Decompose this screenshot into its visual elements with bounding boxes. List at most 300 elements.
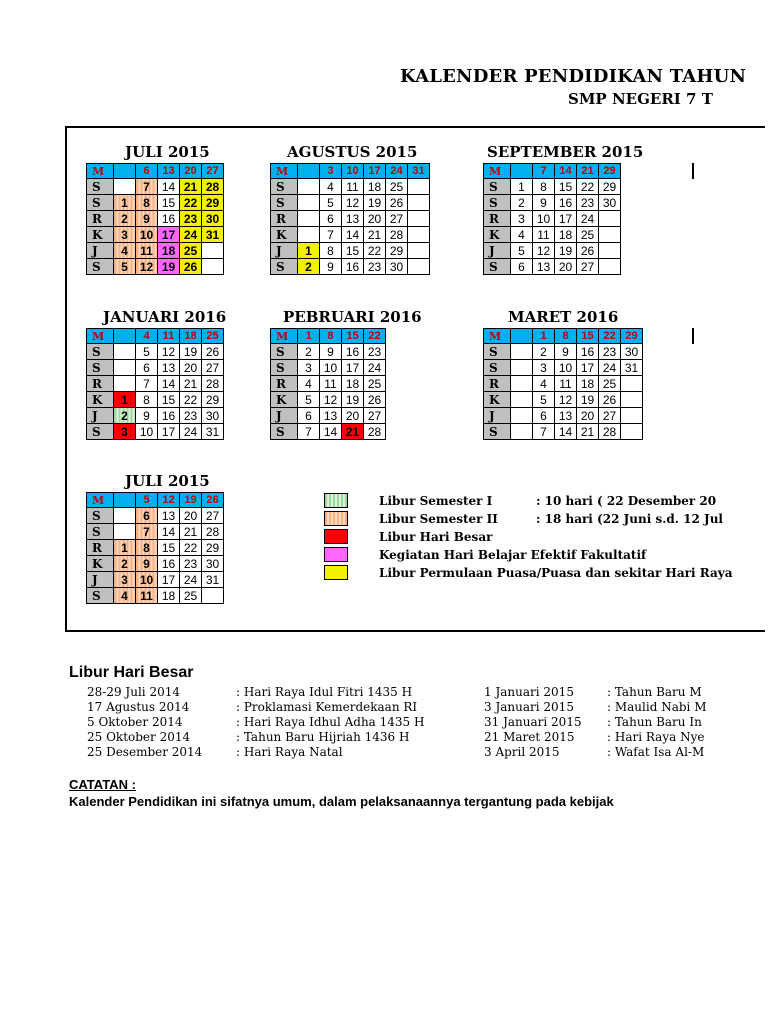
holiday-name: : Tahun Baru In	[607, 715, 702, 729]
month-calendar-juli-2015	[86, 163, 224, 275]
date-cell: 11	[555, 376, 577, 392]
date-cell: 7	[320, 227, 342, 243]
holiday-date: 25 Desember 2014	[87, 745, 203, 759]
weekday-label: K	[271, 392, 298, 408]
date-cell: 2	[511, 195, 533, 211]
date-cell	[408, 259, 430, 275]
date-cell	[621, 424, 643, 440]
date-cell: 29	[202, 540, 224, 556]
date-cell: 9	[555, 344, 577, 360]
date-cell: 30	[621, 344, 643, 360]
date-cell: 25	[180, 243, 202, 259]
date-cell: 29	[599, 164, 621, 179]
weekday-header-row	[87, 493, 224, 508]
date-cell: 5	[320, 195, 342, 211]
legend-swatch-puasa	[324, 565, 348, 580]
notes-title: CATATAN :	[69, 777, 136, 792]
date-cell: 9	[136, 211, 158, 227]
date-cell: 17	[577, 360, 599, 376]
date-cell: 6	[136, 508, 158, 524]
date-cell: 7	[136, 179, 158, 195]
date-cell	[511, 164, 533, 179]
date-cell: 12	[136, 259, 158, 275]
date-cell: 15	[555, 179, 577, 195]
date-cell: 1	[511, 179, 533, 195]
week-row	[87, 344, 224, 360]
week-row	[271, 243, 430, 259]
date-cell: 14	[555, 424, 577, 440]
weekday-label: J	[271, 408, 298, 424]
weekday-label: K	[87, 227, 114, 243]
date-cell: 13	[320, 408, 342, 424]
date-cell: 26	[599, 392, 621, 408]
weekday-label: S	[87, 524, 114, 540]
date-cell: 24	[364, 360, 386, 376]
legend-swatch-hari-besar	[324, 529, 348, 544]
date-cell: 7	[533, 424, 555, 440]
date-cell	[511, 360, 533, 376]
date-cell: 3	[533, 360, 555, 376]
week-row	[87, 540, 224, 556]
date-cell: 24	[180, 424, 202, 440]
date-cell: 4	[533, 376, 555, 392]
date-cell: 24	[180, 227, 202, 243]
month-title: JULI 2015	[125, 143, 210, 161]
date-cell	[114, 524, 136, 540]
date-cell: 25	[386, 179, 408, 195]
date-cell: 19	[158, 259, 180, 275]
weekday-label: M	[271, 164, 298, 179]
weekday-header-row	[271, 329, 386, 344]
date-cell: 19	[577, 392, 599, 408]
date-cell	[599, 227, 621, 243]
legend-label: Libur Permulaan Puasa/Puasa dan sekitar Hari Raya	[379, 566, 733, 580]
holiday-date: 25 Oktober 2014	[87, 730, 191, 744]
week-row	[484, 360, 643, 376]
date-cell: 26	[180, 259, 202, 275]
date-cell: 25	[364, 376, 386, 392]
date-cell: 7	[533, 164, 555, 179]
date-cell	[114, 329, 136, 344]
date-cell: 9	[533, 195, 555, 211]
date-cell: 17	[158, 572, 180, 588]
date-cell: 12	[320, 392, 342, 408]
weekday-label: R	[271, 376, 298, 392]
week-row	[271, 211, 430, 227]
weekday-label: S	[87, 360, 114, 376]
holiday-name: : Tahun Baru Hijriah 1436 H	[236, 730, 410, 744]
weekday-label: M	[484, 329, 511, 344]
week-row	[87, 227, 224, 243]
date-cell: 27	[202, 508, 224, 524]
legend-value: : 18 hari (22 Juni s.d. 12 Jul	[536, 512, 723, 526]
week-row	[484, 179, 621, 195]
date-cell: 3	[320, 164, 342, 179]
week-row	[484, 344, 643, 360]
date-cell: 8	[533, 179, 555, 195]
date-cell: 25	[180, 588, 202, 604]
week-row	[484, 227, 621, 243]
date-cell: 20	[555, 259, 577, 275]
month-calendar-juli-2015-b	[86, 492, 224, 604]
date-cell: 6	[533, 408, 555, 424]
date-cell: 24	[180, 572, 202, 588]
weekday-label: S	[271, 424, 298, 440]
date-cell: 15	[158, 540, 180, 556]
date-cell	[298, 211, 320, 227]
weekday-label: R	[87, 376, 114, 392]
week-row	[87, 259, 224, 275]
date-cell	[599, 259, 621, 275]
weekday-label: S	[484, 259, 511, 275]
weekday-label: R	[271, 211, 298, 227]
date-cell: 8	[136, 540, 158, 556]
holiday-date: 17 Agustus 2014	[87, 700, 190, 714]
date-cell: 31	[408, 164, 430, 179]
date-cell: 10	[136, 424, 158, 440]
date-cell: 30	[599, 195, 621, 211]
date-cell: 27	[386, 211, 408, 227]
weekday-label: R	[87, 540, 114, 556]
week-row	[484, 376, 643, 392]
weekday-label: S	[484, 360, 511, 376]
date-cell: 26	[386, 195, 408, 211]
date-cell: 31	[202, 424, 224, 440]
date-cell: 19	[364, 195, 386, 211]
week-row	[271, 392, 386, 408]
date-cell: 8	[320, 243, 342, 259]
date-cell: 5	[114, 259, 136, 275]
date-cell: 16	[158, 408, 180, 424]
page-subtitle: SMP NEGERI 7 T	[568, 90, 713, 108]
week-row	[271, 227, 430, 243]
date-cell: 3	[114, 424, 136, 440]
weekday-label: R	[87, 211, 114, 227]
date-cell	[511, 376, 533, 392]
date-cell: 9	[320, 344, 342, 360]
date-cell: 4	[114, 243, 136, 259]
date-cell: 22	[180, 540, 202, 556]
date-cell	[621, 392, 643, 408]
date-cell: 23	[180, 556, 202, 572]
weekday-label: J	[87, 408, 114, 424]
holiday-date: 28-29 Juli 2014	[87, 685, 180, 699]
date-cell	[114, 493, 136, 508]
week-row	[87, 243, 224, 259]
date-cell: 24	[599, 360, 621, 376]
holiday-date: 5 Oktober 2014	[87, 715, 183, 729]
date-cell	[408, 195, 430, 211]
date-cell: 12	[533, 243, 555, 259]
weekday-label: S	[87, 344, 114, 360]
date-cell: 7	[136, 524, 158, 540]
weekday-label: S	[87, 424, 114, 440]
week-row	[271, 376, 386, 392]
date-cell: 28	[202, 179, 224, 195]
month-calendar-agustus-2015	[270, 163, 430, 275]
date-cell: 20	[577, 408, 599, 424]
date-cell: 18	[364, 179, 386, 195]
date-cell	[408, 243, 430, 259]
date-cell: 16	[158, 556, 180, 572]
date-cell: 15	[158, 392, 180, 408]
date-cell: 22	[180, 195, 202, 211]
date-cell: 4	[114, 588, 136, 604]
date-cell: 30	[202, 211, 224, 227]
week-row	[271, 408, 386, 424]
date-cell: 21	[180, 376, 202, 392]
date-cell: 10	[533, 211, 555, 227]
week-row	[87, 508, 224, 524]
week-row	[271, 424, 386, 440]
week-row	[484, 259, 621, 275]
date-cell: 24	[386, 164, 408, 179]
weekday-header-row	[271, 164, 430, 179]
weekday-label: K	[87, 392, 114, 408]
date-cell: 17	[158, 227, 180, 243]
date-cell: 29	[386, 243, 408, 259]
holiday-name: : Wafat Isa Al-M	[607, 745, 705, 759]
date-cell: 2	[114, 408, 136, 424]
date-cell: 17	[555, 211, 577, 227]
date-cell: 8	[136, 195, 158, 211]
date-cell: 16	[342, 344, 364, 360]
date-cell: 28	[364, 424, 386, 440]
date-cell	[114, 344, 136, 360]
date-cell	[298, 195, 320, 211]
holiday-name: : Maulid Nabi M	[607, 700, 707, 714]
date-cell	[408, 227, 430, 243]
date-cell: 11	[533, 227, 555, 243]
date-cell: 18	[577, 376, 599, 392]
date-cell: 9	[136, 408, 158, 424]
legend-label: Libur Semester II	[379, 512, 498, 526]
date-cell	[202, 259, 224, 275]
date-cell: 27	[364, 408, 386, 424]
month-title: JANUARI 2016	[103, 308, 227, 326]
date-cell: 23	[180, 211, 202, 227]
week-row	[87, 211, 224, 227]
date-cell: 24	[577, 211, 599, 227]
date-cell: 12	[555, 392, 577, 408]
date-cell: 30	[202, 556, 224, 572]
date-cell: 13	[342, 211, 364, 227]
week-row	[87, 360, 224, 376]
date-cell	[202, 588, 224, 604]
date-cell: 18	[158, 243, 180, 259]
date-cell: 11	[136, 243, 158, 259]
date-cell: 29	[202, 195, 224, 211]
legend-label: Libur Semester I	[379, 494, 493, 508]
date-cell	[114, 508, 136, 524]
date-cell	[298, 179, 320, 195]
weekday-label: J	[87, 572, 114, 588]
date-cell: 3	[298, 360, 320, 376]
date-cell: 8	[555, 329, 577, 344]
holiday-name: : Tahun Baru M	[607, 685, 702, 699]
date-cell: 26	[202, 493, 224, 508]
date-cell: 13	[555, 408, 577, 424]
date-cell: 25	[202, 329, 224, 344]
date-cell: 9	[136, 556, 158, 572]
date-cell: 5	[533, 392, 555, 408]
date-cell: 6	[298, 408, 320, 424]
date-cell	[408, 179, 430, 195]
date-cell: 26	[577, 243, 599, 259]
week-row	[87, 572, 224, 588]
holidays-title: Libur Hari Besar	[69, 664, 194, 681]
date-cell: 4	[320, 179, 342, 195]
date-cell: 2	[298, 344, 320, 360]
month-title: AGUSTUS 2015	[287, 143, 418, 161]
date-cell: 22	[577, 179, 599, 195]
date-cell: 25	[577, 227, 599, 243]
date-cell: 1	[533, 329, 555, 344]
date-cell: 19	[555, 243, 577, 259]
date-cell: 27	[577, 259, 599, 275]
date-cell: 28	[202, 524, 224, 540]
date-cell: 2	[114, 556, 136, 572]
date-cell: 14	[158, 179, 180, 195]
legend-swatch-semester-2	[324, 511, 348, 526]
date-cell: 16	[342, 259, 364, 275]
date-cell	[511, 344, 533, 360]
date-cell: 29	[599, 179, 621, 195]
week-row	[484, 392, 643, 408]
date-cell: 19	[342, 392, 364, 408]
weekday-label: S	[87, 588, 114, 604]
week-row	[87, 392, 224, 408]
legend-swatch-fakultatif	[324, 547, 348, 562]
weekday-header-row	[484, 329, 643, 344]
date-cell: 14	[342, 227, 364, 243]
date-cell: 15	[342, 329, 364, 344]
date-cell: 4	[298, 376, 320, 392]
weekday-label: S	[484, 424, 511, 440]
date-cell	[114, 164, 136, 179]
week-row	[87, 524, 224, 540]
week-row	[484, 243, 621, 259]
date-cell: 28	[386, 227, 408, 243]
date-cell: 20	[180, 360, 202, 376]
weekday-label: S	[87, 179, 114, 195]
date-cell	[511, 329, 533, 344]
date-cell: 5	[136, 344, 158, 360]
page-title: KALENDER PENDIDIKAN TAHUN	[400, 66, 747, 87]
date-cell: 6	[136, 164, 158, 179]
date-cell: 28	[599, 424, 621, 440]
date-cell: 17	[158, 424, 180, 440]
weekday-label: K	[484, 227, 511, 243]
weekday-label: M	[87, 493, 114, 508]
week-row	[271, 344, 386, 360]
weekday-label: M	[484, 164, 511, 179]
date-cell	[511, 424, 533, 440]
date-cell: 21	[180, 179, 202, 195]
weekday-label: S	[484, 344, 511, 360]
date-cell: 8	[136, 392, 158, 408]
date-cell: 3	[114, 572, 136, 588]
date-cell: 14	[158, 376, 180, 392]
holiday-name: : Hari Raya Idul Fitri 1435 H	[236, 685, 413, 699]
month-calendar-pebruari-2016	[270, 328, 386, 440]
date-cell: 6	[511, 259, 533, 275]
date-cell: 6	[320, 211, 342, 227]
holiday-name: : Hari Raya Idhul Adha 1435 H	[236, 715, 425, 729]
date-cell: 22	[364, 329, 386, 344]
month-title: JULI 2015	[125, 472, 210, 490]
date-cell: 31	[621, 360, 643, 376]
date-cell: 18	[158, 588, 180, 604]
date-cell: 13	[533, 259, 555, 275]
date-cell: 4	[136, 329, 158, 344]
holiday-date: 3 Januari 2015	[484, 700, 574, 714]
weekday-label: S	[271, 179, 298, 195]
week-row	[484, 211, 621, 227]
date-cell	[114, 360, 136, 376]
date-cell	[621, 408, 643, 424]
date-cell: 10	[555, 360, 577, 376]
week-row	[484, 195, 621, 211]
date-cell: 5	[511, 243, 533, 259]
date-cell: 5	[298, 392, 320, 408]
date-cell: 20	[364, 211, 386, 227]
legend-value: : 10 hari ( 22 Desember 20	[536, 494, 717, 508]
weekday-label: S	[271, 360, 298, 376]
weekday-label: R	[484, 211, 511, 227]
weekday-label: J	[87, 243, 114, 259]
weekday-label: S	[271, 195, 298, 211]
date-cell	[511, 392, 533, 408]
date-cell: 1	[298, 243, 320, 259]
week-row	[271, 179, 430, 195]
week-row	[87, 376, 224, 392]
date-cell	[298, 164, 320, 179]
date-cell: 2	[298, 259, 320, 275]
date-cell: 12	[342, 195, 364, 211]
date-cell: 27	[202, 164, 224, 179]
date-cell	[114, 179, 136, 195]
date-cell	[511, 408, 533, 424]
date-cell: 22	[364, 243, 386, 259]
weekday-label: S	[271, 344, 298, 360]
date-cell: 28	[202, 376, 224, 392]
weekday-label: S	[87, 195, 114, 211]
date-cell: 31	[202, 572, 224, 588]
date-cell	[599, 211, 621, 227]
week-row	[271, 195, 430, 211]
week-row	[484, 424, 643, 440]
date-cell: 21	[180, 524, 202, 540]
holiday-date: 21 Maret 2015	[484, 730, 575, 744]
holiday-name: : Hari Raya Nye	[607, 730, 705, 744]
week-row	[271, 259, 430, 275]
date-cell: 18	[180, 329, 202, 344]
cut-off-calendar-edge	[692, 163, 694, 179]
date-cell: 18	[342, 376, 364, 392]
weekday-header-row	[484, 164, 621, 179]
month-calendar-januari-2016	[86, 328, 224, 440]
date-cell: 15	[577, 329, 599, 344]
date-cell: 3	[114, 227, 136, 243]
weekday-label: S	[87, 508, 114, 524]
date-cell: 15	[158, 195, 180, 211]
date-cell: 22	[599, 329, 621, 344]
week-row	[87, 556, 224, 572]
date-cell: 2	[114, 211, 136, 227]
date-cell: 20	[180, 508, 202, 524]
date-cell	[408, 211, 430, 227]
